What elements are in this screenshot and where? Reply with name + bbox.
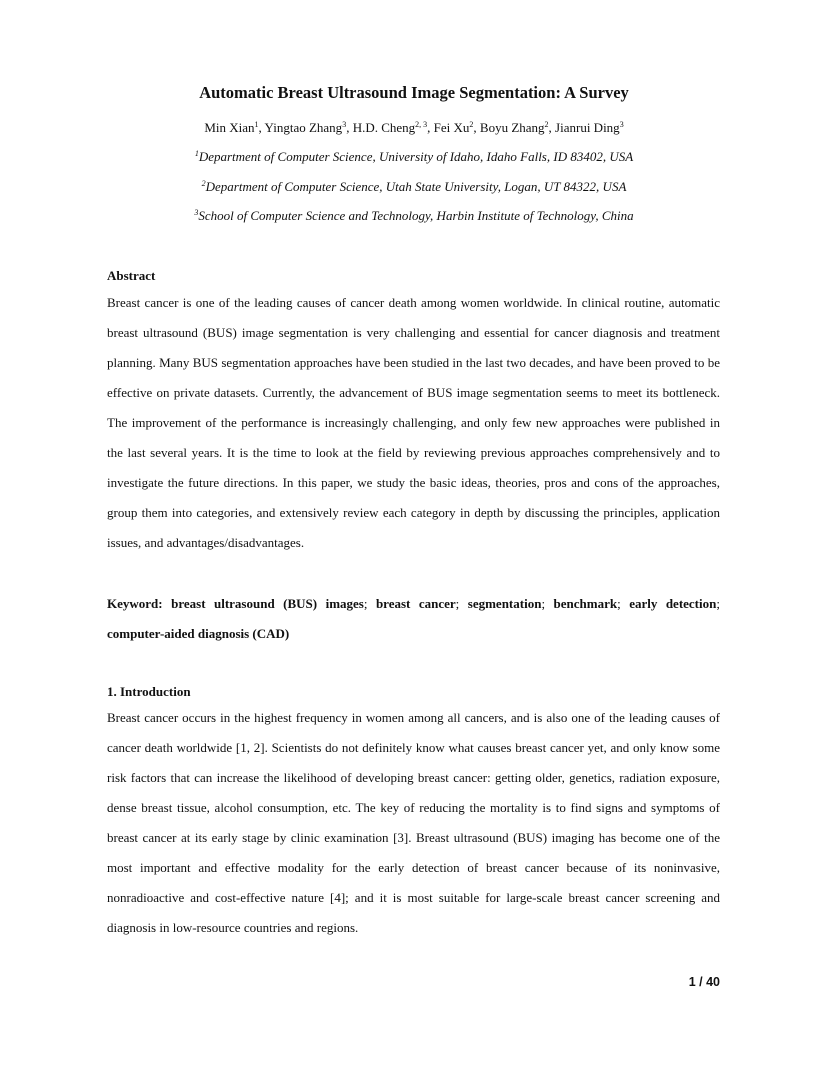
introduction-text: Breast cancer occurs in the highest frequency in women among all cancers, and is also one of the leading causes of cancer death worldwide [1, 2]. Scientists do not definitely know what causes breast cancer yet, and only know some risk factors that can increase the likelihood of developing breast cancer: getting older, genetics, radiation exposure, dense breast tissue, alcohol consumption, etc. The key of reducing the mortality is to find signs and symptoms of breast cancer at its early stage by clinic examination [3]. Breast ultrasound (BUS) imaging has become one of the most important and effective modality for the early detection of breast cancer because of its noninvasive, nonradioactive and cost-effective nature [4]; and it is most suitable for large-scale breast cancer screening and diagnosis in low-resource countries and regions. <box>107 710 720 935</box>
affiliation-3 <box>0 208 828 224</box>
keyword-label: Keyword: <box>107 596 163 611</box>
author-affiliation-marker: 2 <box>544 120 549 129</box>
keyword-separator: ; <box>617 596 630 611</box>
author-name: Yingtao Zhang <box>264 120 343 135</box>
keyword-item: segmentation <box>467 596 542 611</box>
author-name: Jianrui Ding <box>555 120 620 135</box>
keyword-item: benchmark <box>553 596 618 611</box>
paper-title: Automatic Breast Ultrasound Image Segmentation: A Survey <box>199 83 629 102</box>
abstract-heading: Abstract <box>107 268 156 283</box>
author-affiliation-marker: 1 <box>254 120 259 129</box>
affiliation-1-text: Department of Computer Science, University of Idaho, Idaho Falls, ID 83402, USA <box>198 149 634 164</box>
keyword-item: early detection <box>629 596 717 611</box>
author-name: Min Xian <box>204 120 255 135</box>
author-affiliation-marker: 2 <box>469 120 474 129</box>
author-name: Boyu Zhang <box>479 120 545 135</box>
affiliation-3-marker: 3 <box>194 208 199 217</box>
abstract-text: Breast cancer is one of the leading causes of cancer death among women worldwide. In clinical routine, automatic breast ultrasound (BUS) image segmentation is very challenging and essential for cancer diagnosis and treatment planning. Many BUS segmentation approaches have been studied in the last two decades, and have been proved to be effective on private datasets. Currently, the advancement of BUS image segmentation seems to meet its bottleneck. The improvement of the performance is increasingly challenging, and only few new approaches were published in the last several years. It is the time to look at the field by reviewing previous approaches comprehensively and to investigate the future directions. In this paper, we study the basic ideas, theories, pros and cons of the approaches, group them into categories, and extensively review each category in depth by discussing the principles, application issues, and advantages/disadvantages. <box>107 295 720 550</box>
affiliation-1 <box>0 149 828 165</box>
keyword-item: breast ultrasound (BUS) images <box>171 596 364 611</box>
author-separator: , <box>473 120 480 135</box>
author-separator: , <box>346 120 353 135</box>
affiliation-2-text: Department of Computer Science, Utah State University, Logan, UT 84322, USA <box>205 179 627 194</box>
keyword-separator: ; <box>455 596 468 611</box>
keyword-item: computer-aided diagnosis (CAD) <box>107 626 290 641</box>
keyword-separator: ; <box>716 596 720 611</box>
author-name: H.D. Cheng <box>352 120 416 135</box>
author-separator: , <box>427 120 434 135</box>
author-name: Fei Xu <box>433 120 470 135</box>
affiliation-2-marker: 2 <box>201 179 206 188</box>
author-affiliation-marker: 3 <box>342 120 347 129</box>
keyword-separator: ; <box>363 596 376 611</box>
keyword-item: breast cancer <box>375 596 456 611</box>
author-separator: , <box>548 120 556 135</box>
author-separator: , <box>258 120 265 135</box>
author-list <box>0 120 828 136</box>
affiliation-1-marker: 1 <box>194 149 199 158</box>
affiliation-2 <box>0 179 828 195</box>
page-number: 1 / 40 <box>688 975 720 989</box>
author-affiliation-marker: 2, 3 <box>415 120 428 129</box>
author-affiliation-marker: 3 <box>619 120 624 129</box>
keywords <box>107 589 720 649</box>
keyword-separator: ; <box>541 596 554 611</box>
introduction-heading: 1. Introduction <box>107 684 191 699</box>
affiliation-3-text: School of Computer Science and Technology, Harbin Institute of Technology, China <box>198 208 634 223</box>
